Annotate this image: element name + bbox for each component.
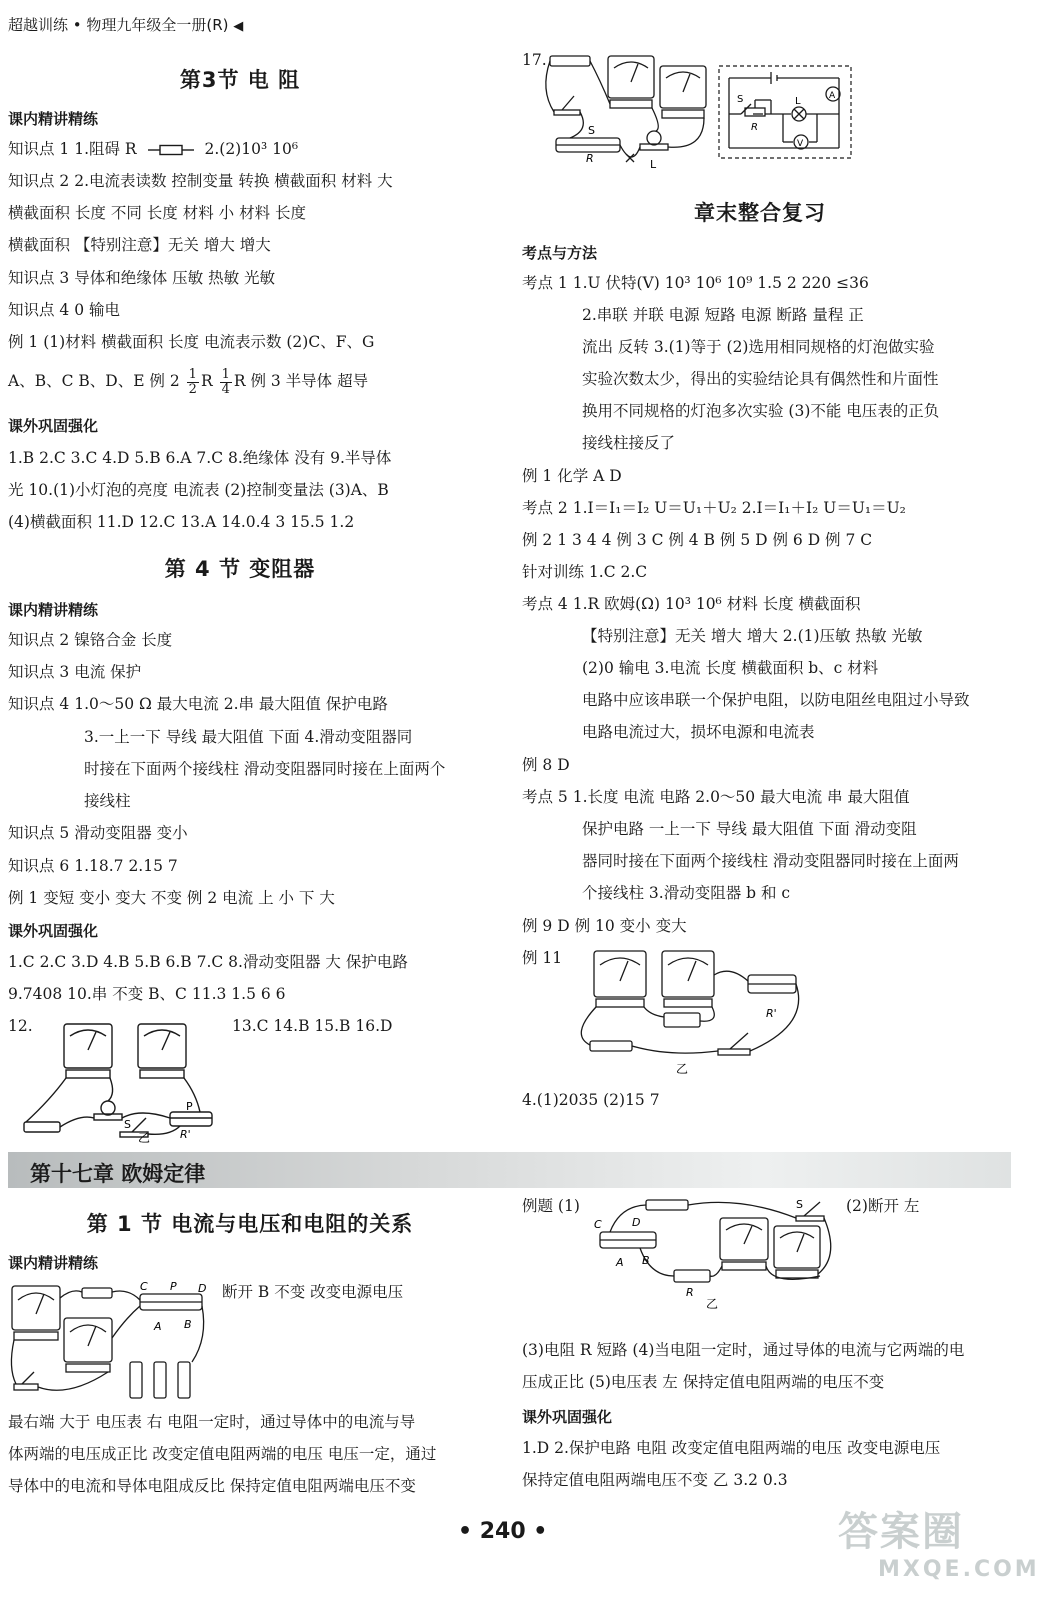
running-head (8, 14, 243, 35)
ch17-subheading-2: 课外巩固强化 (522, 1408, 613, 1426)
chapter-banner (8, 1152, 1011, 1188)
s3-line-8 (8, 366, 368, 397)
s3-line-2: 知识点 2 2.电流表读数 控制变量 转换 横截面积 材料 大 (8, 172, 393, 190)
ch17-ex2-line-2: 保持定值电阻两端电压不变 乙 3.2 0.3 (522, 1471, 788, 1489)
section-4-title: 第 4 节 变阻器 (164, 557, 316, 581)
circuit-diagram-schematic (717, 64, 853, 160)
ch17-side-text: 断开 B 不变 改变电源电压 (222, 1283, 404, 1301)
s4-line-2: 知识点 3 电流 保护 (8, 663, 142, 681)
ch17-line-1: 最右端 大于 电压表 右 电阻一定时，通过导体中的电流与导 (8, 1413, 416, 1431)
page-number: • 240 • (458, 1519, 548, 1544)
fig12-label-s: S (124, 1118, 131, 1131)
s3-line-8-r1: R (200, 372, 213, 390)
fig12-label-p: P (186, 1100, 193, 1113)
example-fig-caption: 乙 (706, 1297, 719, 1311)
s4-ex-line-3: 12. (8, 1017, 33, 1035)
rev-line-12: 【特别注意】无关 增大 增大 2.(1)压敏 热敏 光敏 (582, 627, 923, 645)
section-4-subheading-1: 课内精讲精练 (8, 601, 99, 619)
s3-line-4: 横截面积 【特别注意】无关 增大 增大 (8, 236, 271, 254)
fraction-half (187, 368, 199, 397)
s3-line-8-a: A、B、C B、D、E 例 2 (8, 372, 180, 390)
ch17-fig-label-c: C (140, 1280, 148, 1293)
s3-line-1-text: 知识点 1 1.阻碍 R (8, 140, 137, 158)
rev-line-20: 个接线柱 3.滑动变阻器 b 和 c (582, 884, 791, 902)
s4-line-6: 接线柱 (84, 792, 131, 810)
s4-line-4: 3.一上一下 导线 最大阻值 下面 4.滑动变阻器同 (84, 728, 413, 746)
section-3-subheading-1: 课内精讲精练 (8, 110, 99, 128)
ch17-ex-line-1: (3)电阻 R 短路 (4)当电阻一定时，通过导体的电流与它两端的电 (522, 1341, 965, 1359)
example-fig-label-c: C (594, 1218, 602, 1231)
watermark-logo (838, 1500, 1040, 1582)
rev-line-6: 接线柱接反了 (582, 434, 676, 452)
ch17-line-2: 体两端的电压成正比 改变定值电阻两端的电压 电压一定，通过 (8, 1445, 437, 1463)
ch17-section-1-title: 第 1 节 电流与电压和电阻的关系 (86, 1212, 414, 1236)
chapter-review-title: 章末整合复习 (694, 201, 826, 225)
rev-line-4: 实验次数太少，得出的实验结论具有偶然性和片面性 (582, 370, 939, 388)
fig12-label-r: R' (180, 1128, 191, 1141)
fig11-caption: 乙 (676, 1062, 689, 1076)
s3-ex-line-2: 光 10.(1)小灯泡的亮度 电流表 (2)控制变量法 (3)A、B (8, 481, 389, 499)
s4-line-8: 知识点 6 1.18.7 2.15 7 (8, 857, 178, 875)
rev-line-2: 2.串联 并联 电源 短路 电源 断路 量程 正 (582, 306, 864, 324)
rev-line-5: 换用不同规格的灯泡多次实验 (3)不能 电压表的正负 (582, 402, 940, 420)
fraction-half-num: 1 (188, 366, 197, 382)
ch17-ex-line-2: 压成正比 (5)电压表 左 保持定值电阻两端的电压不变 (522, 1373, 885, 1391)
q17-label: 17. (522, 51, 547, 69)
example-fig-label-b: B (642, 1254, 650, 1267)
rev-last-line: 4.(1)2035 (2)15 7 (522, 1091, 660, 1109)
rev-line-9: 例 2 1 3 4 4 例 3 C 例 4 B 例 5 D 例 6 D 例 7 C (522, 531, 873, 549)
fig12-caption: 乙 (138, 1131, 151, 1145)
schematic-label-v: V (797, 139, 804, 149)
resistor-symbol-icon (148, 144, 194, 156)
rev-line-19: 器同时接在下面两个接线柱 滑动变阻器同时接在上面两 (582, 852, 959, 870)
s3-line-1 (8, 139, 298, 159)
rev-line-21: 例 9 D 例 10 变小 变大 (522, 917, 687, 935)
example-fig-label-r: R (686, 1286, 694, 1299)
schematic-label-s: S (737, 94, 744, 105)
s3-line-7: 例 1 (1)材料 横截面积 长度 电流表示数 (2)C、F、G (8, 333, 375, 351)
example-fig-label-s: S (796, 1198, 803, 1211)
fraction-quarter-num: 1 (221, 366, 230, 382)
fraction-quarter-den: 4 (221, 381, 230, 397)
ch17-fig-label-b: B (184, 1318, 192, 1331)
s4-line-1: 知识点 2 镍铬合金 长度 (8, 631, 173, 649)
rev-line-16: 例 8 D (522, 756, 570, 774)
ch17-subheading-1: 课内精讲精练 (8, 1254, 99, 1272)
ch17-fig-label-p: P (170, 1280, 177, 1293)
schematic-label-l: L (795, 96, 801, 107)
ch17-line-3: 导体中的电流和导体电阻成反比 保持定值电阻两端电压不变 (8, 1477, 416, 1495)
rev-line-14: 电路中应该串联一个保护电阻，以防电阻丝电阻过小导致 (582, 691, 970, 709)
rev-line-8: 考点 2 1.I＝I₁＝I₂ U＝U₁＋U₂ 2.I＝I₁＋I₂ U＝U₁＝U₂ (522, 499, 906, 517)
rev-line-17: 考点 5 1.长度 电流 电路 2.0～50 最大电流 串 最大阻值 (522, 788, 910, 806)
circuit-figure-12 (20, 1014, 220, 1144)
s4-line-3: 知识点 4 1.0～50 Ω 最大电流 2.串 最大阻值 保护电路 (8, 695, 388, 713)
watermark-url: MXQE.COM (878, 1557, 1040, 1582)
ch17-example-head: 例题 (1) (522, 1197, 580, 1215)
ch17-fig-label-a: A (154, 1320, 162, 1333)
triangle-marker-icon: ◀ (233, 19, 244, 34)
s3-line-3: 横截面积 长度 不同 长度 材料 小 材料 长度 (8, 204, 306, 222)
rev-line-3: 流出 反转 3.(1)等于 (2)选用相同规格的灯泡做实验 (582, 338, 935, 356)
fraction-half-den: 2 (188, 381, 197, 397)
s3-ex-line-3: (4)横截面积 11.D 12.C 13.A 14.0.4 3 15.5 1.2 (8, 513, 355, 531)
example-fig-label-d: D (632, 1216, 641, 1229)
example-fig-label-a: A (616, 1256, 624, 1269)
rev-line-1: 考点 1 1.U 伏特(V) 10³ 10⁶ 10⁹ 1.5 2 220 ≤36 (522, 274, 869, 292)
circuit-figure-ch17 (8, 1278, 218, 1408)
circuit-figure-ex11 (570, 945, 820, 1083)
chapter-title: 第十七章 欧姆定律 (30, 1162, 206, 1186)
watermark-text: 答案圈 (838, 1509, 964, 1555)
s4-ex-line-2: 9.7408 10.串 不变 B、C 11.3 1.5 6 6 (8, 985, 286, 1003)
rev-line-15: 电路电流过大，损坏电源和电流表 (582, 723, 815, 741)
s3-ex-line-1: 1.B 2.C 3.C 4.D 5.B 6.A 7.C 8.绝缘体 没有 9.半导体 (8, 449, 392, 467)
rev-line-13: (2)0 输电 3.电流 长度 横截面积 b、c 材料 (582, 659, 879, 677)
s3-line-6: 知识点 4 0 输电 (8, 301, 121, 319)
rev-line-18: 保护电路 一上一下 导线 最大阻值 下面 滑动变阻 (582, 820, 917, 838)
schematic-label-r: R (751, 122, 758, 133)
s3-line-1-tail: 2.(2)10³ 10⁶ (204, 140, 299, 158)
s4-line-5: 时接在下面两个接线柱 滑动变阻器同时接在上面两个 (84, 760, 446, 778)
section-3-title: 第3节 电 阻 (179, 68, 301, 92)
fig17-label-l: L (650, 158, 657, 171)
ch17-fig-label-d: D (198, 1282, 207, 1295)
fig17-label-r: R (586, 152, 594, 165)
ch17-example-tail: (2)断开 左 (846, 1197, 920, 1215)
schematic-label-a: A (829, 91, 836, 101)
s4-ex-line-4: 13.C 14.B 15.B 16.D (232, 1017, 393, 1035)
ch17-ex2-line-1: 1.D 2.保护电路 电阻 改变定值电阻两端的电压 改变电源电压 (522, 1439, 941, 1457)
section-3-subheading-2: 课外巩固强化 (8, 417, 99, 435)
s4-line-9: 例 1 变短 变小 变大 不变 例 2 电流 上 小 下 大 (8, 889, 335, 907)
section-4-subheading-2: 课外巩固强化 (8, 922, 99, 940)
fraction-quarter (220, 368, 232, 397)
review-subheading: 考点与方法 (522, 244, 598, 262)
s4-line-7: 知识点 5 滑动变阻器 变小 (8, 824, 188, 842)
s4-ex-line-1: 1.C 2.C 3.D 4.B 5.B 6.B 7.C 8.滑动变阻器 大 保护电路 (8, 953, 408, 971)
fig11-label-r: R' (766, 1007, 777, 1020)
rev-line-10: 针对训练 1.C 2.C (522, 563, 648, 581)
running-head-text: 超越训练 • 物理九年级全一册(R) (8, 16, 229, 34)
fig17-label-s: S (588, 124, 595, 137)
rev-line-11: 考点 4 1.R 欧姆(Ω) 10³ 10⁶ 材料 长度 横截面积 (522, 595, 861, 613)
circuit-figure-17 (540, 50, 710, 178)
circuit-figure-example (590, 1196, 840, 1311)
s3-line-8-r2: R 例 3 半导体 超导 (233, 372, 369, 390)
rev-line-7: 例 1 化学 A D (522, 467, 622, 485)
s3-line-5: 知识点 3 导体和绝缘体 压敏 热敏 光敏 (8, 269, 275, 287)
rev-line-22: 例 11 (522, 949, 563, 967)
